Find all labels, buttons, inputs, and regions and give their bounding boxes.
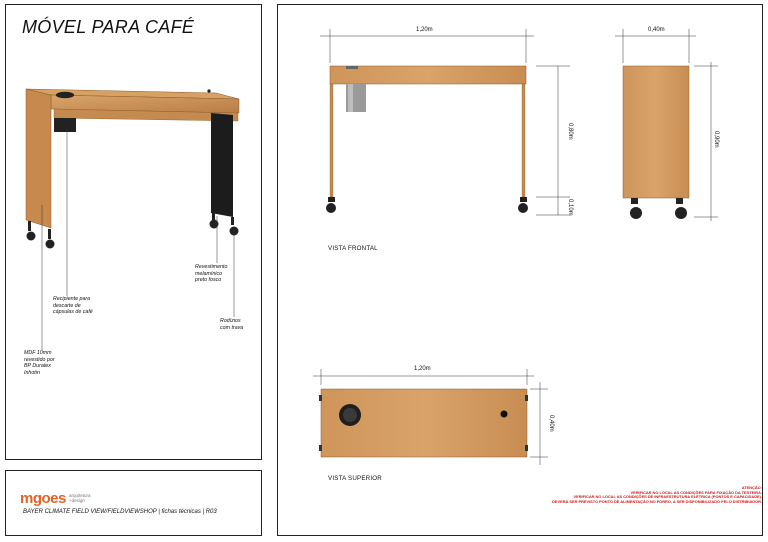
top-view [313, 369, 548, 465]
perspective-panel [5, 4, 262, 460]
casters [27, 213, 239, 249]
logo: mgoes [20, 490, 66, 507]
title-block [5, 470, 262, 536]
dim-top-depth: 0,40m [548, 415, 554, 432]
left-side-panel [26, 89, 51, 228]
label-top-view: VISTA SUPERIOR [328, 475, 382, 482]
note-mdf: MDF 10mm revestido por BP Duratex Inhotin [24, 350, 55, 376]
perspective-drawing [6, 5, 263, 461]
dim-front-height: 0,80m [567, 123, 573, 140]
note-coating: Revestimento melamínico preto fosco [195, 264, 228, 284]
technical-views-panel [277, 4, 763, 536]
black-side-panel [211, 113, 233, 217]
capsule-recipient [54, 118, 76, 132]
note-recipient: Recipiente para descarte de cápsulas de café [53, 296, 93, 316]
warning-line: DEVERÁ SER PREVISTO PONTO DE ALIMENTAÇÃO NO FORRO, A SER DISPONIBILIZADO PELO DISTRIBUIDOR. [552, 498, 762, 504]
top-hole [56, 92, 74, 98]
warning-line: VERIFICAR NO LOCAL AS CONDIÇÕES DE INFRAESTRUTURA ELÉTRICA (PONTOS E CAPACIDADE). [573, 494, 762, 500]
dim-top-width: 1,20m [414, 366, 431, 372]
dim-front-width: 1,20m [416, 27, 433, 33]
dim-side-height: 0,90m [713, 131, 719, 148]
logo-subtitle: arquitetura +design [69, 493, 91, 503]
label-front-view: VISTA FRONTAL [328, 245, 378, 252]
side-view [615, 29, 718, 221]
dim-side-width: 0,40m [648, 27, 665, 33]
front-view [320, 29, 570, 215]
warning-line: VERIFICAR NO LOCAL AS CONDIÇÕES PARA FIXAÇÃO DA TESTEIRA. [630, 489, 762, 495]
dim-caster-height: 0,10m [567, 199, 573, 216]
warning-heading: ATENÇÃO: [741, 485, 762, 490]
page-title: MÓVEL PARA CAFÉ [22, 17, 195, 37]
note-casters: Rodízios com trava [220, 318, 244, 331]
technical-drawings [278, 5, 764, 537]
warning-notes [552, 486, 762, 504]
project-info: BAYER CLIMATE FIELD VIEW/FIELDVIEWSHOP | fichas técnicas | R03 [23, 509, 217, 515]
